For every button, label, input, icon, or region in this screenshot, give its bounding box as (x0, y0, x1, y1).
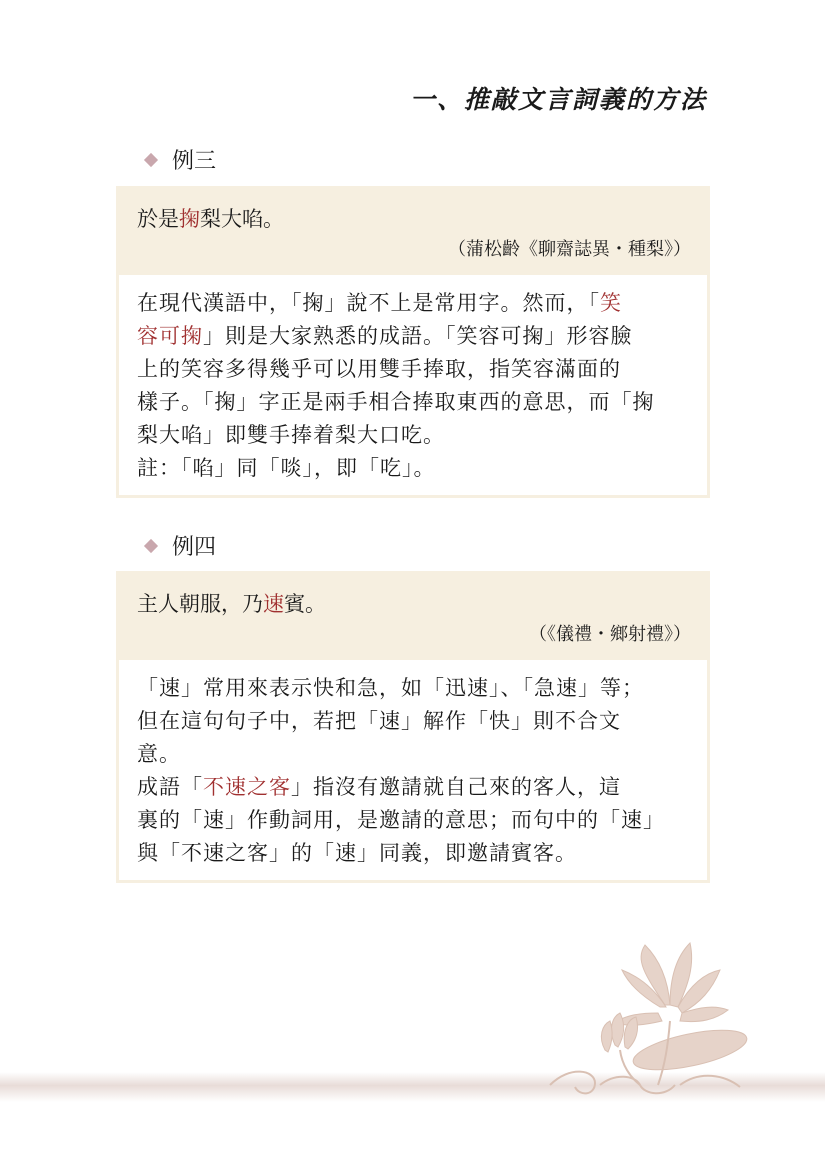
example-4-label-text: 例四 (172, 535, 217, 560)
example-3-box (116, 186, 710, 498)
explanation-line (137, 738, 691, 771)
example-3-quote (119, 189, 707, 275)
section-title: 一、推敲文言詞義的方法 (409, 85, 707, 114)
text-segment: 「速」常用來表示快和急，如「迅速」、「急速」等； (137, 676, 644, 700)
example-3-label (146, 144, 216, 175)
highlight-term: 容可掬 (137, 324, 203, 348)
quote-highlight-word: 速 (263, 592, 284, 616)
quote-highlight-word: 掬 (179, 207, 200, 231)
example-3-explanation (119, 275, 707, 495)
text-segment: 裏的「速」作動詞用，是邀請的意思；而句中的「速」 (137, 808, 665, 832)
example-4-label (146, 530, 216, 561)
example-3-quote-text (137, 203, 691, 235)
text-segment: 」則是大家熟悉的成語。「笑容可掬」形容臉 (203, 324, 633, 348)
text-segment: 上的笑容多得幾乎可以用雙手捧取，指笑容滿面的 (137, 357, 621, 381)
quote-text-pre: 於是 (137, 207, 179, 231)
explanation-line (137, 452, 691, 485)
diamond-bullet-icon (144, 152, 158, 166)
explanation-line (137, 419, 691, 452)
explanation-line (137, 837, 691, 870)
explanation-line (137, 386, 691, 419)
example-4-quote (119, 574, 707, 660)
example-4-box (116, 571, 710, 883)
explanation-line (137, 771, 691, 804)
example-4-quote-text (137, 588, 691, 620)
text-segment: 梨大啗」即雙手捧着梨大口吃。 (137, 423, 445, 447)
explanation-line (137, 320, 691, 353)
quote-text-post: 賓。 (284, 592, 326, 616)
explanation-line (137, 804, 691, 837)
example-3-label-text: 例三 (172, 149, 217, 174)
explanation-line (137, 287, 691, 320)
text-segment: 但在這句句子中，若把「速」解作「快」則不合文 (137, 709, 621, 733)
text-segment: 成語「 (137, 775, 203, 799)
text-segment: 在現代漢語中，「掬」說不上是常用字。然而，「 (137, 291, 600, 315)
lotus-flower-icon (540, 935, 760, 1105)
example-3-source: （蒲松齡《聊齋誌異・種梨》） (448, 239, 691, 260)
text-segment: 註：「啗」同「啖」，即「吃」。 (137, 456, 436, 480)
highlight-term: 不速之客 (203, 775, 291, 799)
highlight-term: 笑 (600, 291, 622, 315)
quote-text-post: 梨大啗。 (200, 207, 284, 231)
example-4-explanation (119, 660, 707, 880)
diamond-bullet-icon (144, 538, 158, 552)
explanation-line (137, 353, 691, 386)
text-segment: 與「不速之客」的「速」同義，即邀請賓客。 (137, 841, 577, 865)
text-segment: 」指沒有邀請就自己來的客人，這 (291, 775, 621, 799)
text-segment: 意。 (137, 742, 181, 766)
quote-text-pre: 主人朝服，乃 (137, 592, 263, 616)
explanation-line (137, 672, 691, 705)
explanation-line (137, 705, 691, 738)
example-4-source: （《儀禮・鄉射禮》） (529, 624, 691, 645)
text-segment: 樣子。「掬」字正是兩手相合捧取東西的意思，而「掬 (137, 390, 655, 414)
